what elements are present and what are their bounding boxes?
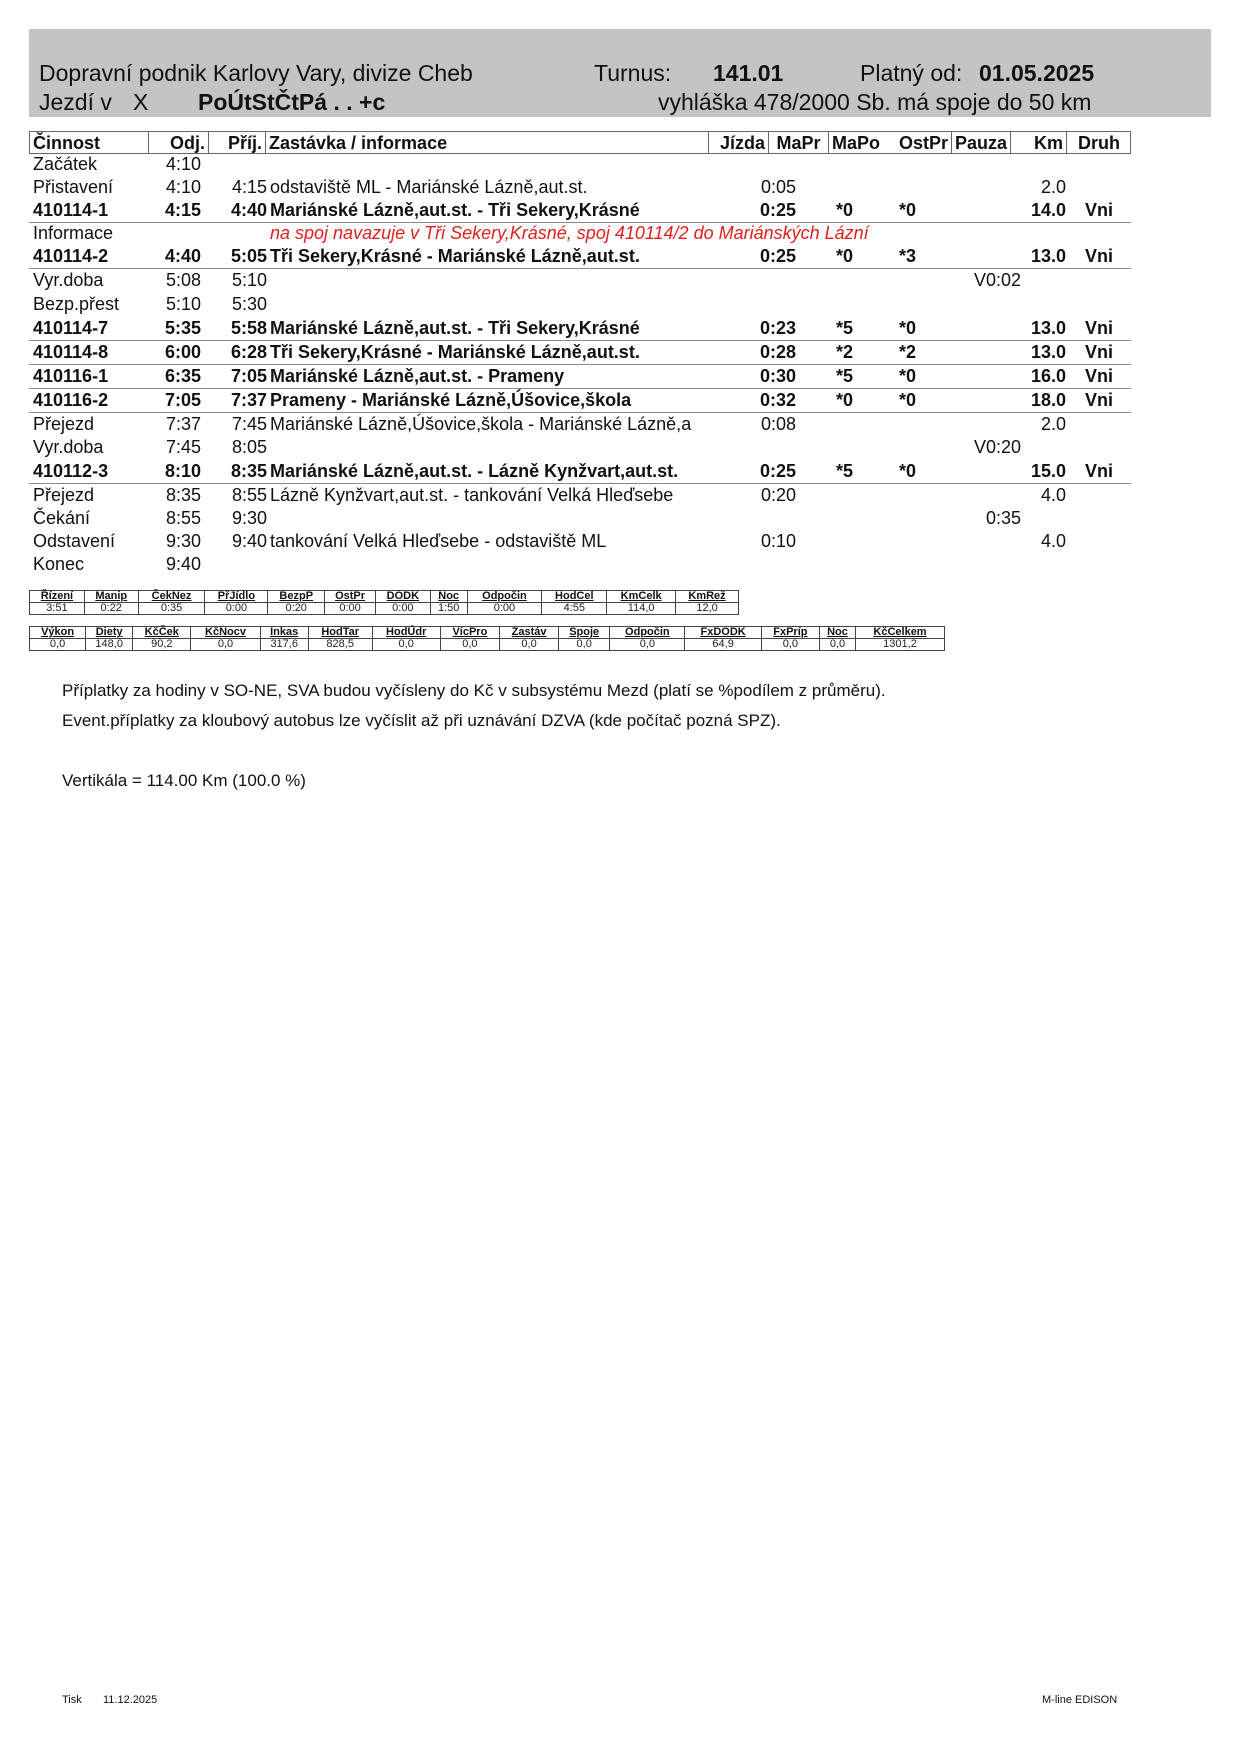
arrival: 4:40 bbox=[230, 200, 267, 220]
activity: Přejezd bbox=[33, 485, 95, 505]
activity: Informace bbox=[33, 223, 114, 243]
arrival: 7:05 bbox=[230, 366, 267, 386]
mapr: *5 bbox=[835, 461, 853, 481]
stop: Mariánské Lázně,aut.st. - Lázně Kynžvart,aut.st. bbox=[270, 461, 679, 481]
sum2-value: 0,0 bbox=[191, 639, 260, 651]
vertikala-summary: Vertikála = 114.00 Km (100.0 %) bbox=[62, 771, 306, 790]
sum1-header: HodCel bbox=[542, 591, 607, 603]
sum1-header: Odpočin bbox=[467, 591, 542, 603]
table-row bbox=[29, 176, 1131, 199]
table-row bbox=[29, 365, 1131, 388]
mapo: *0 bbox=[898, 390, 916, 410]
table-row bbox=[29, 199, 1131, 222]
sum1-value: 114,0 bbox=[607, 603, 676, 615]
type: Vni bbox=[1084, 390, 1113, 410]
departure: 5:35 bbox=[164, 318, 201, 338]
type: Vni bbox=[1084, 246, 1113, 266]
sum2-value: 317,6 bbox=[260, 639, 308, 651]
sum2-header: Noc bbox=[819, 627, 855, 639]
sum1-value: 4:55 bbox=[542, 603, 607, 615]
activity: 410112-3 bbox=[33, 461, 109, 481]
activity: 410114-1 bbox=[33, 200, 109, 220]
sum2-value: 828,5 bbox=[308, 639, 372, 651]
summary-table-2 bbox=[29, 626, 945, 651]
table-row bbox=[29, 413, 1131, 436]
sum1-value: 0:35 bbox=[138, 603, 205, 615]
software-name: M-line EDISON bbox=[1042, 1694, 1118, 1706]
arrival: 6:28 bbox=[230, 342, 267, 362]
sum2-value: 64,9 bbox=[685, 639, 761, 651]
sum2-header: KčČek bbox=[133, 627, 191, 639]
km: 13.0 bbox=[1030, 342, 1066, 362]
departure: 9:30 bbox=[165, 531, 201, 551]
km: 16.0 bbox=[1030, 366, 1066, 386]
activity: 410116-2 bbox=[33, 390, 109, 410]
km: 15.0 bbox=[1030, 461, 1066, 481]
pause: V0:20 bbox=[973, 437, 1021, 457]
activity: Odstavení bbox=[33, 531, 116, 551]
mapr: *0 bbox=[835, 246, 853, 266]
departure: 4:15 bbox=[164, 200, 201, 220]
stop: Mariánské Lázně,aut.st. - Prameny bbox=[270, 366, 565, 386]
info-text: na spoj navazuje v Tři Sekery,Krásné, spoj 410114/2 do Mariánských Lázní bbox=[270, 223, 869, 243]
sum2-header: HodÚdr bbox=[372, 627, 440, 639]
sum1-header: Řízení bbox=[30, 591, 85, 603]
ride-time: 0:23 bbox=[759, 318, 796, 338]
arrival: 8:05 bbox=[231, 437, 267, 457]
stop: Mariánské Lázně,Úšovice,škola - Mariánské Lázně,a bbox=[270, 414, 692, 434]
type: Vni bbox=[1084, 200, 1113, 220]
sum1-value: 0:00 bbox=[205, 603, 268, 615]
col-header-arrival: Příj. bbox=[208, 131, 265, 153]
stop: tankování Velká Hleďsebe - odstaviště ML bbox=[270, 531, 607, 551]
summary-table-1 bbox=[29, 590, 739, 615]
ride-time: 0:28 bbox=[759, 342, 796, 362]
table-row bbox=[29, 153, 1131, 176]
sum1-value: 1:50 bbox=[430, 603, 467, 615]
table-row bbox=[29, 245, 1131, 268]
note-surcharge-articulated: Event.příplatky za kloubový autobus lze vyčíslit až při uznávání DZVA (kde počítač pozná SPZ). bbox=[62, 711, 781, 730]
sum2-header: FxDODK bbox=[685, 627, 761, 639]
type: Vni bbox=[1084, 318, 1113, 338]
departure: 9:40 bbox=[165, 554, 201, 574]
sum2-value: 0,0 bbox=[559, 639, 610, 651]
km: 18.0 bbox=[1030, 390, 1066, 410]
km: 2.0 bbox=[1040, 177, 1066, 197]
sum2-value: 0,0 bbox=[30, 639, 86, 651]
sum1-value: 0:00 bbox=[325, 603, 376, 615]
stop: Lázně Kynžvart,aut.st. - tankování Velká Hleďsebe bbox=[270, 485, 674, 505]
table-row bbox=[29, 553, 1131, 576]
table-row bbox=[29, 317, 1131, 340]
table-row bbox=[29, 436, 1131, 459]
arrival: 7:45 bbox=[231, 414, 267, 434]
turnus-value: 141.01 bbox=[713, 60, 784, 86]
arrival: 5:58 bbox=[230, 318, 267, 338]
ride-time: 0:30 bbox=[759, 366, 796, 386]
sum2-header: VícPro bbox=[440, 627, 499, 639]
sum1-header: KmCelk bbox=[607, 591, 676, 603]
sum2-header: Spoje bbox=[559, 627, 610, 639]
sum1-value: 0:20 bbox=[268, 603, 325, 615]
activity: Začátek bbox=[33, 154, 98, 174]
stop: Mariánské Lázně,aut.st. - Tři Sekery,Krásné bbox=[270, 318, 640, 338]
sum1-value: 0:00 bbox=[467, 603, 542, 615]
departure: 5:10 bbox=[165, 294, 201, 314]
type: Vni bbox=[1084, 461, 1113, 481]
type: Vni bbox=[1084, 342, 1113, 362]
departure: 5:08 bbox=[165, 270, 201, 290]
departure: 4:10 bbox=[165, 177, 201, 197]
mapr: *0 bbox=[835, 200, 853, 220]
sum1-header: DODK bbox=[375, 591, 430, 603]
table-row bbox=[29, 389, 1131, 412]
stop: Mariánské Lázně,aut.st. - Tři Sekery,Krásné bbox=[270, 200, 640, 220]
col-header-pause: Pauza bbox=[951, 131, 1010, 153]
sum2-header: Diety bbox=[86, 627, 133, 639]
sum2-value: 0,0 bbox=[440, 639, 499, 651]
km: 4.0 bbox=[1040, 531, 1066, 551]
table-row bbox=[29, 530, 1131, 553]
sum2-header: Odpočin bbox=[610, 627, 685, 639]
ride-time: 0:32 bbox=[759, 390, 796, 410]
col-header-ride: Jízda bbox=[708, 131, 768, 153]
ride-time: 0:10 bbox=[760, 531, 796, 551]
departure: 4:40 bbox=[164, 246, 201, 266]
sum2-header: FxPríp bbox=[761, 627, 819, 639]
valid-from-value: 01.05.2025 bbox=[979, 60, 1095, 86]
mapo: *0 bbox=[898, 200, 916, 220]
company-name: Dopravní podnik Karlovy Vary, divize Cheb bbox=[39, 60, 473, 86]
mapo: *0 bbox=[898, 318, 916, 338]
col-header-type: Druh bbox=[1066, 131, 1131, 153]
sum2-value: 0,0 bbox=[372, 639, 440, 651]
activity: 410114-2 bbox=[33, 246, 109, 266]
mapr: *5 bbox=[835, 318, 853, 338]
mapr: *0 bbox=[835, 390, 853, 410]
departure: 6:35 bbox=[164, 366, 201, 386]
km: 2.0 bbox=[1040, 414, 1066, 434]
stop: Tři Sekery,Krásné - Mariánské Lázně,aut.st. bbox=[270, 342, 640, 362]
sum2-header: KčNocv bbox=[191, 627, 260, 639]
turnus-label: Turnus: bbox=[594, 60, 672, 86]
km: 4.0 bbox=[1040, 485, 1066, 505]
sum1-header: PřJídlo bbox=[205, 591, 268, 603]
sum1-header: KmRež bbox=[676, 591, 739, 603]
sum1-value: 12,0 bbox=[676, 603, 739, 615]
runs-label: Jezdí v bbox=[39, 89, 112, 115]
mapo: *2 bbox=[898, 342, 916, 362]
col-header-stop: Zastávka / informace bbox=[265, 131, 708, 153]
departure: 7:37 bbox=[165, 414, 201, 434]
pause: 0:35 bbox=[985, 508, 1021, 528]
table-row-info bbox=[29, 222, 1131, 245]
departure: 4:10 bbox=[165, 154, 201, 174]
activity: Vyr.doba bbox=[33, 270, 104, 290]
print-date: 11.12.2025 bbox=[103, 1694, 158, 1706]
sum1-header: BezpP bbox=[268, 591, 325, 603]
col-header-activity: Činnost bbox=[29, 131, 148, 153]
regulation-note: vyhláška 478/2000 Sb. má spoje do 50 km bbox=[658, 89, 1092, 115]
print-label: Tisk bbox=[62, 1694, 82, 1706]
col-header-mapr: MaPr bbox=[768, 131, 828, 153]
table-row bbox=[29, 341, 1131, 364]
activity: Konec bbox=[33, 554, 85, 574]
table-row bbox=[29, 484, 1131, 507]
arrival: 7:37 bbox=[230, 390, 267, 410]
sum2-value: 148,0 bbox=[86, 639, 133, 651]
sum2-header: HodTar bbox=[308, 627, 372, 639]
table-row bbox=[29, 269, 1131, 292]
departure: 6:00 bbox=[164, 342, 201, 362]
arrival: 9:30 bbox=[231, 508, 267, 528]
arrival: 8:35 bbox=[230, 461, 267, 481]
sum2-value: 0,0 bbox=[761, 639, 819, 651]
departure: 8:10 bbox=[164, 461, 201, 481]
sum1-value: 0:22 bbox=[84, 603, 138, 615]
sum2-value: 0,0 bbox=[499, 639, 558, 651]
stop: Prameny - Mariánské Lázně,Úšovice,škola bbox=[270, 390, 632, 410]
activity: 410116-1 bbox=[33, 366, 109, 386]
activity: 410114-7 bbox=[33, 318, 109, 338]
sum1-header: Manip bbox=[84, 591, 138, 603]
stop: odstaviště ML - Mariánské Lázně,aut.st. bbox=[270, 177, 588, 197]
sum1-value: 3:51 bbox=[30, 603, 85, 615]
arrival: 5:05 bbox=[230, 246, 267, 266]
col-header-ostpr: OstPr bbox=[885, 131, 951, 153]
stop: Tři Sekery,Krásné - Mariánské Lázně,aut.st. bbox=[270, 246, 640, 266]
departure: 8:55 bbox=[165, 508, 201, 528]
table-row bbox=[29, 507, 1131, 530]
runs-x: X bbox=[133, 89, 149, 115]
departure: 7:05 bbox=[164, 390, 201, 410]
sum1-header: ČekNez bbox=[138, 591, 205, 603]
mapo: *3 bbox=[898, 246, 916, 266]
km: 13.0 bbox=[1030, 318, 1066, 338]
table-row bbox=[29, 293, 1131, 316]
type: Vni bbox=[1084, 366, 1113, 386]
sum2-header: Inkas bbox=[260, 627, 308, 639]
activity: Vyr.doba bbox=[33, 437, 104, 457]
ride-time: 0:25 bbox=[759, 461, 796, 481]
header-border bbox=[1130, 131, 1131, 153]
mapo: *0 bbox=[898, 366, 916, 386]
km: 14.0 bbox=[1030, 200, 1066, 220]
arrival: 5:30 bbox=[231, 294, 267, 314]
table-row bbox=[29, 460, 1131, 483]
arrival: 9:40 bbox=[231, 531, 267, 551]
runs-days: PoÚtStČtPá . . +c bbox=[198, 89, 386, 115]
arrival: 5:10 bbox=[231, 270, 267, 290]
activity: Přejezd bbox=[33, 414, 95, 434]
sum2-value: 0,0 bbox=[610, 639, 685, 651]
ride-time: 0:20 bbox=[760, 485, 796, 505]
km: 13.0 bbox=[1030, 246, 1066, 266]
sum1-header: Noc bbox=[430, 591, 467, 603]
sum2-header: KčCelkem bbox=[856, 627, 945, 639]
ride-time: 0:05 bbox=[760, 177, 796, 197]
note-surcharge-weekend: Příplatky za hodiny v SO-NE, SVA budou vyčísleny do Kč v subsystému Mezd (platí se %podílem z průměru). bbox=[62, 681, 886, 700]
sum2-value: 1301,2 bbox=[856, 639, 945, 651]
sum2-value: 90,2 bbox=[133, 639, 191, 651]
sum2-header: Zastáv bbox=[499, 627, 558, 639]
ride-time: 0:25 bbox=[759, 200, 796, 220]
col-header-departure: Odj. bbox=[148, 131, 208, 153]
ride-time: 0:08 bbox=[760, 414, 796, 434]
arrival: 4:15 bbox=[231, 177, 267, 197]
valid-from-label: Platný od: bbox=[860, 60, 963, 86]
departure: 8:35 bbox=[165, 485, 201, 505]
activity: Čekání bbox=[33, 508, 91, 528]
mapr: *2 bbox=[835, 342, 853, 362]
sum1-value: 0:00 bbox=[375, 603, 430, 615]
activity: Přistavení bbox=[33, 177, 114, 197]
departure: 7:45 bbox=[165, 437, 201, 457]
mapo: *0 bbox=[898, 461, 916, 481]
sum1-header: OstPr bbox=[325, 591, 376, 603]
ride-time: 0:25 bbox=[759, 246, 796, 266]
mapr: *5 bbox=[835, 366, 853, 386]
col-header-km: Km bbox=[1010, 131, 1066, 153]
sum2-value: 0,0 bbox=[819, 639, 855, 651]
activity: 410114-8 bbox=[33, 342, 109, 362]
arrival: 8:55 bbox=[231, 485, 267, 505]
sum2-header: Výkon bbox=[30, 627, 86, 639]
col-header-mapo: MaPo bbox=[828, 131, 885, 153]
activity: Bezp.přest bbox=[33, 294, 120, 314]
pause: V0:02 bbox=[973, 270, 1021, 290]
